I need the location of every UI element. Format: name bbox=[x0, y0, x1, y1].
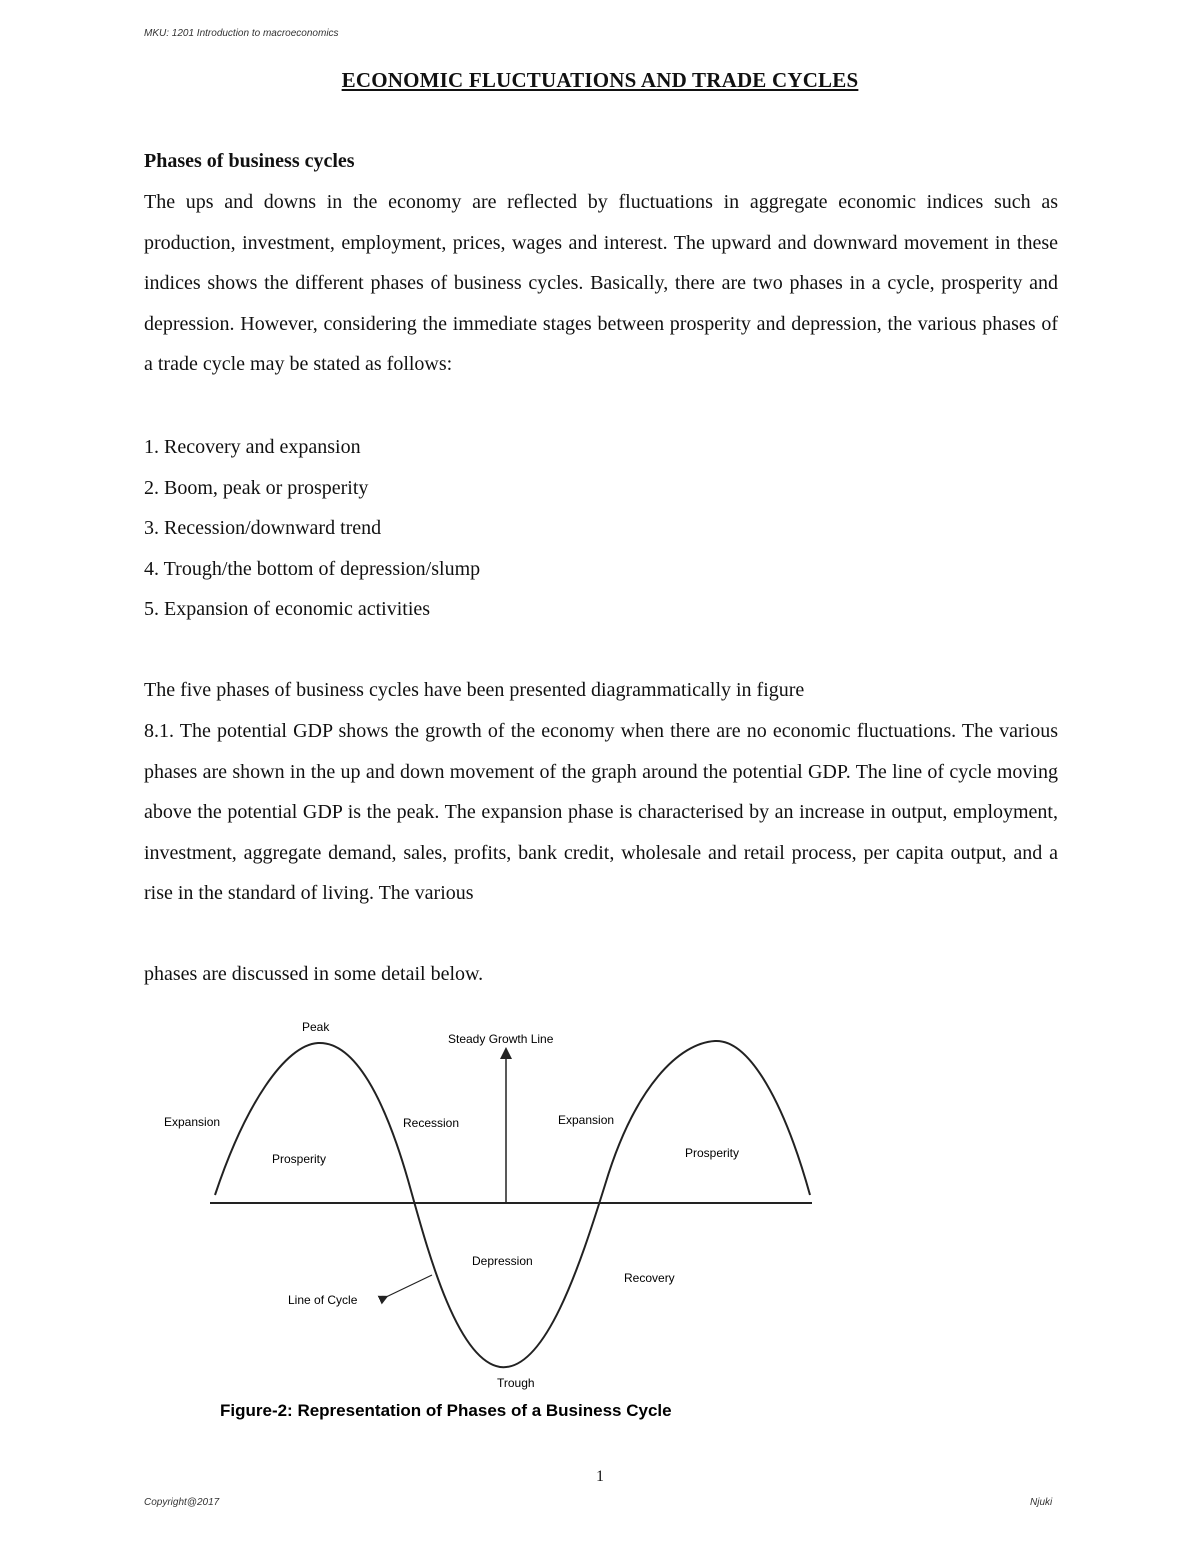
list-item: 2. Boom, peak or prosperity bbox=[144, 476, 369, 499]
list-item: 1. Recovery and expansion bbox=[144, 436, 361, 458]
label-depression: Depression bbox=[472, 1254, 533, 1268]
label-trough: Trough bbox=[497, 1376, 535, 1390]
list-item: 4. Trough/the bottom of depression/slump bbox=[144, 557, 481, 580]
figure-caption: Figure-2: Representation of Phases of a Business Cycle bbox=[220, 1401, 672, 1420]
cycle-curve bbox=[215, 1041, 810, 1367]
list-item: 3. Recession/downward trend bbox=[144, 517, 382, 539]
body-paragraph: 8.1. The potential GDP shows the growth of the economy when there are no economic fluctuations. The various phases are shown in the up and down movement of the graph around the potential GDP. The line of cycle moving above the potential GDP is the peak. The expansion phase is characterised by an increase in output, employment, investment, aggregate demand, sales, profits, bank credit, wholesale and retail process, per capita output, and a rise in the standard of living. The various bbox=[144, 720, 1058, 904]
label-recovery: Recovery bbox=[624, 1271, 675, 1285]
label-steady-growth-line: Steady Growth Line bbox=[448, 1032, 554, 1046]
section-heading: Phases of business cycles bbox=[144, 150, 355, 172]
page-title: ECONOMIC FLUCTUATIONS AND TRADE CYCLES bbox=[341, 68, 859, 92]
footer-author: Njuki bbox=[1030, 1497, 1053, 1508]
label-recession: Recession bbox=[403, 1116, 460, 1130]
phases-list bbox=[144, 427, 480, 630]
intro-paragraph: The ups and downs in the economy are reflected by fluctuations in aggregate economic indices such as production, investment, employment, prices, wages and interest. The upward and downward movement in these indices shows the different phases of business cycles. Basically, there are two phases in a cycle, prosperity and depression. However, considering the immediate stages between prosperity and depression, the various phases of a trade cycle may be stated as follows: bbox=[144, 191, 1058, 375]
business-cycle-diagram bbox=[150, 1005, 850, 1435]
label-expansion-right: Expansion bbox=[558, 1113, 615, 1127]
label-peak: Peak bbox=[302, 1020, 330, 1034]
label-line-of-cycle: Line of Cycle bbox=[288, 1293, 358, 1307]
label-prosperity-left: Prosperity bbox=[272, 1152, 327, 1166]
label-expansion-left: Expansion bbox=[164, 1115, 221, 1129]
line-of-cycle-pointer bbox=[384, 1275, 432, 1298]
page-header-course: MKU: 1201 Introduction to macroeconomics bbox=[144, 28, 339, 39]
list-item: 5. Expansion of economic activities bbox=[144, 598, 431, 620]
closing-line: phases are discussed in some detail below. bbox=[144, 963, 484, 985]
label-prosperity-right: Prosperity bbox=[685, 1146, 740, 1160]
page-number: 1 bbox=[596, 1468, 604, 1485]
figure-intro-line: The five phases of business cycles have been presented diagrammatically in figure bbox=[144, 679, 805, 701]
footer-copyright: Copyright@2017 bbox=[144, 1497, 220, 1508]
